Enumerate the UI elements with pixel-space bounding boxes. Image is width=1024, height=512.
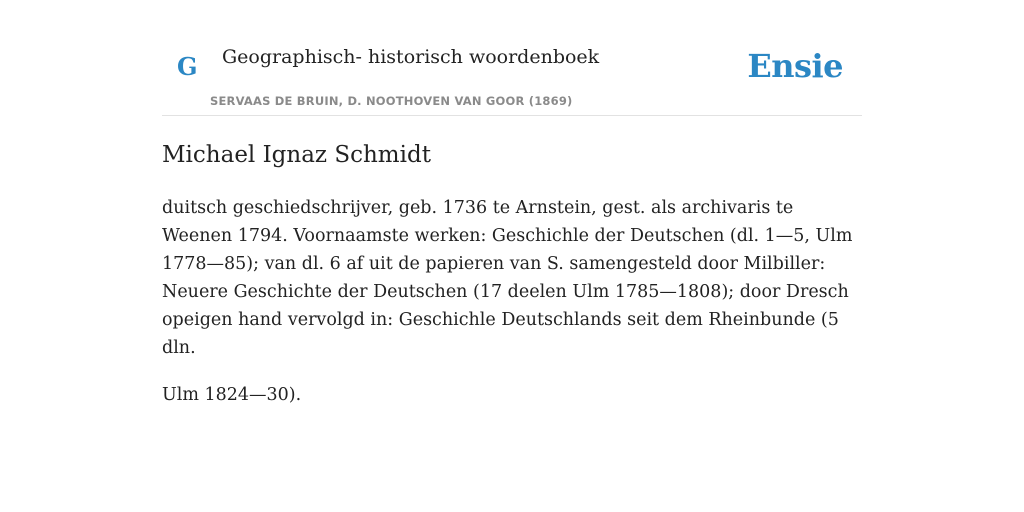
book-title-link[interactable]: Geographisch- historisch woordenboek [222, 46, 600, 68]
book-header [162, 0, 862, 116]
book-badge-link[interactable]: G [177, 52, 198, 81]
entry-paragraph: duitsch geschiedschrijver, geb. 1736 te Arnstein, gest. als archivaris te Weenen 1794. Voornaamste werken: Geschichle der Deutschen (dl. 1—5, Ulm 1778—85); van dl. 6 af uit de papieren van S. samengesteld door Milbiller: Neuere Geschichte der Deutschen (17 deelen Ulm 1785—1808); door Dresch opeigen hand vervolgd in: Geschichle Deutschlands seit dem Rheinbunde (5 dln. [162, 197, 853, 358]
ensie-logo-link[interactable]: Ensie [747, 47, 843, 85]
entry-body [162, 194, 862, 409]
page [162, 0, 862, 409]
entry-title: Michael Ignaz Schmidt [162, 142, 431, 168]
book-authors: SERVAAS DE BRUIN, D. NOOTHOVEN VAN GOOR (1869) [210, 94, 573, 108]
entry-paragraph: Ulm 1824—30). [162, 384, 302, 405]
